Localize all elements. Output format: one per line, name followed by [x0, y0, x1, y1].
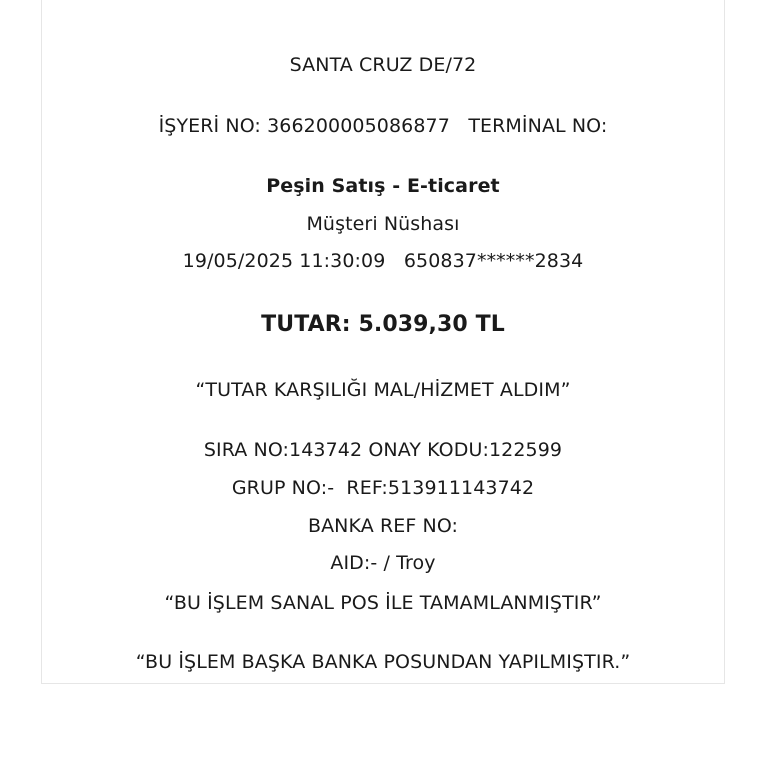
other-bank-note: “BU İŞLEM BAŞKA BANKA POSUNDAN YAPILMIŞTIR.”	[135, 651, 631, 673]
aid-line: AID:- / Troy	[330, 552, 436, 574]
merchant-line: SANTA CRUZ DE/72	[289, 54, 477, 76]
bank-ref-line: BANKA REF NO:	[307, 515, 459, 537]
sequence-approval-line: SIRA NO:143742 ONAY KODU:122599	[203, 439, 563, 461]
transaction-type: Peşin Satış - E-ticaret	[266, 175, 500, 197]
datetime-card-line: 19/05/2025 11:30:09 650837******2834	[182, 250, 584, 272]
virtual-pos-note: “BU İŞLEM SANAL POS İLE TAMAMLANMIŞTIR”	[164, 592, 602, 614]
group-ref-line: GRUP NO:- REF:513911143742	[231, 477, 535, 499]
copy-type: Müşteri Nüshası	[306, 213, 460, 235]
acknowledgement-line: “TUTAR KARŞILIĞI MAL/HİZMET ALDIM”	[195, 379, 571, 401]
merchant-ids-line: İŞYERİ NO: 366200005086877 TERMİNAL NO:	[158, 115, 608, 137]
amount-line: TUTAR: 5.039,30 TL	[261, 312, 505, 337]
receipt-slip	[41, 0, 725, 684]
